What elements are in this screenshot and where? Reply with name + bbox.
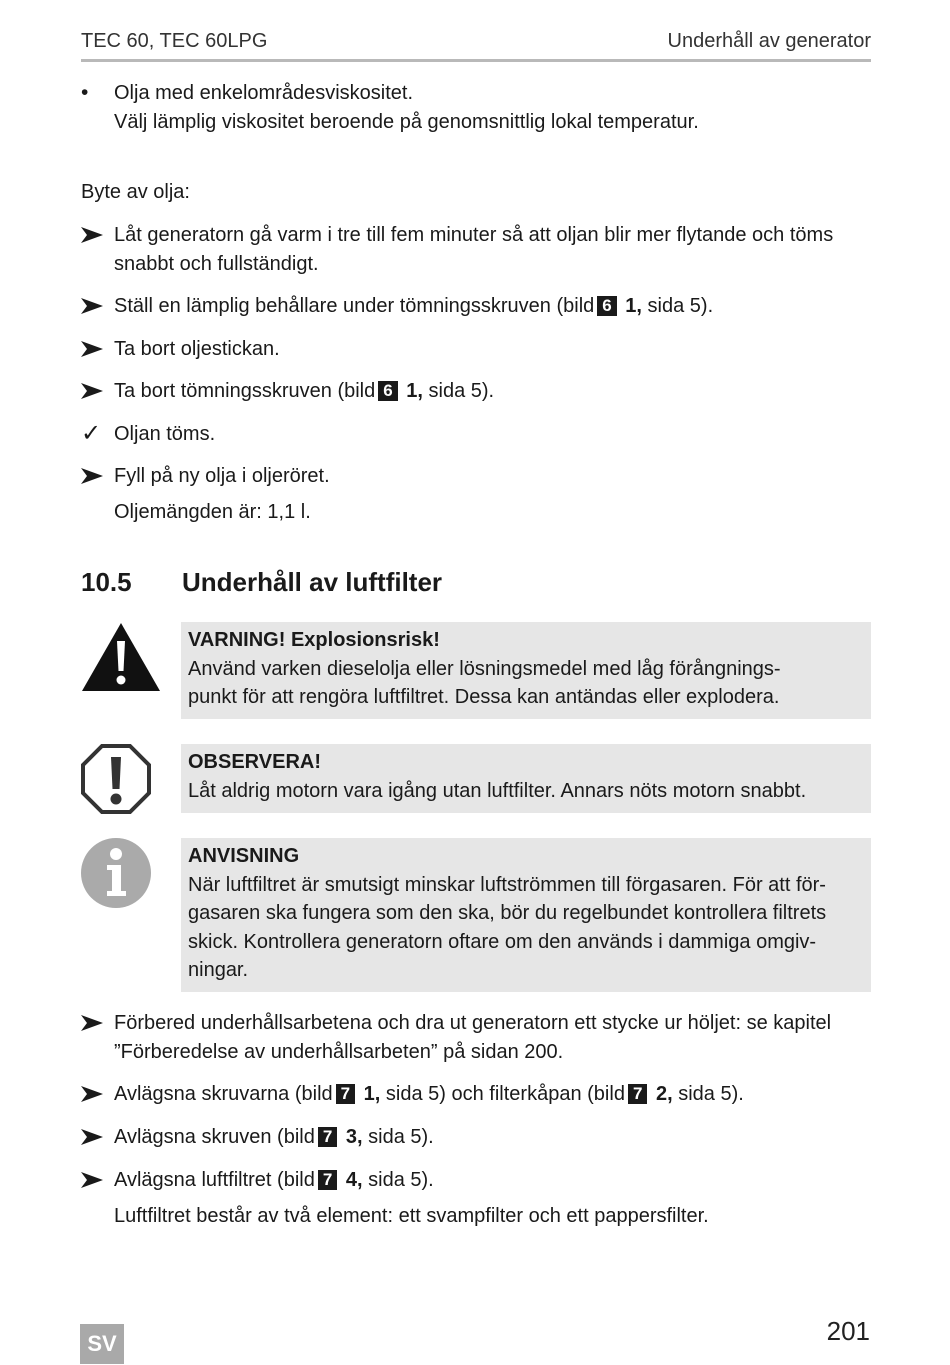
step-arrow-icon — [80, 382, 104, 400]
oil-amount: Oljemängden är: 1,1 l. — [114, 501, 311, 523]
figure-number-badge: 6 — [597, 296, 616, 316]
page-ref: sida 5). — [368, 1169, 434, 1191]
page-ref: sida 5). — [368, 1126, 434, 1148]
notice-line-2: gasaren ska fungera som den ska, bör du regelbundet kontrollera filtrets — [188, 902, 827, 924]
figure-item-ref: 1, — [363, 1083, 381, 1105]
section-title: Underhåll av luftfilter — [182, 567, 443, 597]
oil-change-heading: Byte av olja: — [81, 181, 190, 203]
check-mark-icon: ✓ — [81, 420, 102, 447]
bullet-mark: • — [81, 81, 89, 104]
step-arrow-icon — [80, 1085, 104, 1103]
header-model: TEC 60, TEC 60LPG — [81, 30, 268, 52]
figure-number-badge: 7 — [336, 1084, 355, 1104]
warning-line-2: punkt för att rengöra luftfiltret. Dessa kan antändas eller explodera. — [188, 686, 780, 708]
filter-step-3 — [114, 1123, 434, 1151]
section-number: 10.5 — [81, 567, 132, 597]
page-number: 201 — [826, 1316, 870, 1346]
filter-step-4-text: Avlägsna luftfiltret (bild — [114, 1169, 315, 1191]
filter-step-1-line-2: ”Förberedelse av underhållsarbeten” på sidan 200. — [114, 1041, 564, 1063]
language-tab: SV — [80, 1324, 124, 1364]
notice-line-3: skick. Kontrollera generatorn oftare om den används i dammiga omgiv- — [188, 930, 817, 953]
filter-step-2-text: Avlägsna skruvarna (bild — [114, 1083, 333, 1105]
warning-triangle-icon — [80, 621, 162, 693]
filter-step-2-mid: sida 5) och filterkåpan (bild — [385, 1083, 625, 1105]
step-arrow-icon — [80, 1171, 104, 1189]
step-arrow-icon — [80, 1128, 104, 1146]
caution-title: OBSERVERA! — [188, 751, 321, 773]
notice-box — [181, 838, 871, 992]
figure-item-ref: 2, — [655, 1083, 673, 1105]
oil-step-5: Fyll på ny olja i oljeröret. — [114, 465, 330, 487]
info-circle-icon — [80, 837, 152, 909]
running-header — [81, 30, 871, 56]
oil-step-2-text: Ställ en lämplig behållare under tömningsskruven (bild — [114, 295, 595, 317]
intro-line-2: Välj lämplig viskositet beroende på genomsnittlig lokal temperatur. — [114, 111, 699, 133]
step-arrow-icon — [80, 226, 104, 244]
warning-box — [181, 622, 871, 719]
notice-line-1: När luftfiltret är smutsigt minskar luftströmmen till förgasaren. För att för- — [188, 873, 826, 896]
caution-box — [181, 744, 871, 813]
figure-number-badge: 7 — [318, 1170, 337, 1190]
warning-line-1: Använd varken dieselolja eller lösningsmedel med låg förångnings- — [188, 657, 781, 680]
figure-item-ref: 1, — [406, 380, 423, 402]
oil-step-1-line-1: Låt generatorn gå varm i tre till fem minuter så att oljan blir mer flytande och töms — [114, 224, 834, 246]
figure-number-badge: 7 — [318, 1127, 337, 1147]
oil-step-2 — [114, 292, 713, 320]
intro-line-1: Olja med enkelområdesviskositet. — [114, 82, 414, 104]
oil-step-4-text: Ta bort tömningsskruven (bild — [114, 380, 376, 402]
figure-number-badge: 7 — [628, 1084, 647, 1104]
filter-step-3-text: Avlägsna skruven (bild — [114, 1126, 315, 1148]
step-arrow-icon — [80, 340, 104, 358]
caution-line-1: Låt aldrig motorn vara igång utan luftfilter. Annars nöts motorn snabbt. — [188, 779, 807, 802]
step-arrow-icon — [80, 467, 104, 485]
header-chapter: Underhåll av generator — [667, 30, 871, 52]
notice-line-4: ningar. — [188, 959, 249, 981]
oil-step-3: Ta bort oljestickan. — [114, 338, 280, 360]
oil-step-4 — [114, 377, 494, 405]
warning-title: VARNING! Explosionsrisk! — [188, 629, 440, 651]
header-rule — [81, 59, 871, 62]
filter-step-4-note: Luftfiltret består av två element: ett svampfilter och ett pappersfilter. — [114, 1205, 709, 1227]
figure-number-badge: 6 — [378, 381, 397, 401]
filter-step-1-line-1: Förbered underhållsarbetena och dra ut generatorn ett stycke ur höljet: se kapitel — [114, 1012, 832, 1034]
figure-item-ref: 4, — [345, 1169, 363, 1191]
oil-step-1-line-2: snabbt och fullständigt. — [114, 253, 319, 275]
page-ref: sida 5). — [647, 295, 714, 317]
step-arrow-icon — [80, 297, 104, 315]
page-ref: sida 5). — [428, 380, 495, 402]
page-ref: sida 5). — [678, 1083, 744, 1105]
figure-item-ref: 3, — [345, 1126, 363, 1148]
step-arrow-icon — [80, 1014, 104, 1032]
filter-step-4 — [114, 1166, 434, 1194]
notice-title: ANVISNING — [188, 845, 300, 867]
filter-step-2 — [114, 1080, 744, 1108]
exclamation-octagon-icon — [80, 743, 152, 815]
oil-result: Oljan töms. — [114, 423, 216, 445]
figure-item-ref: 1, — [625, 295, 642, 317]
